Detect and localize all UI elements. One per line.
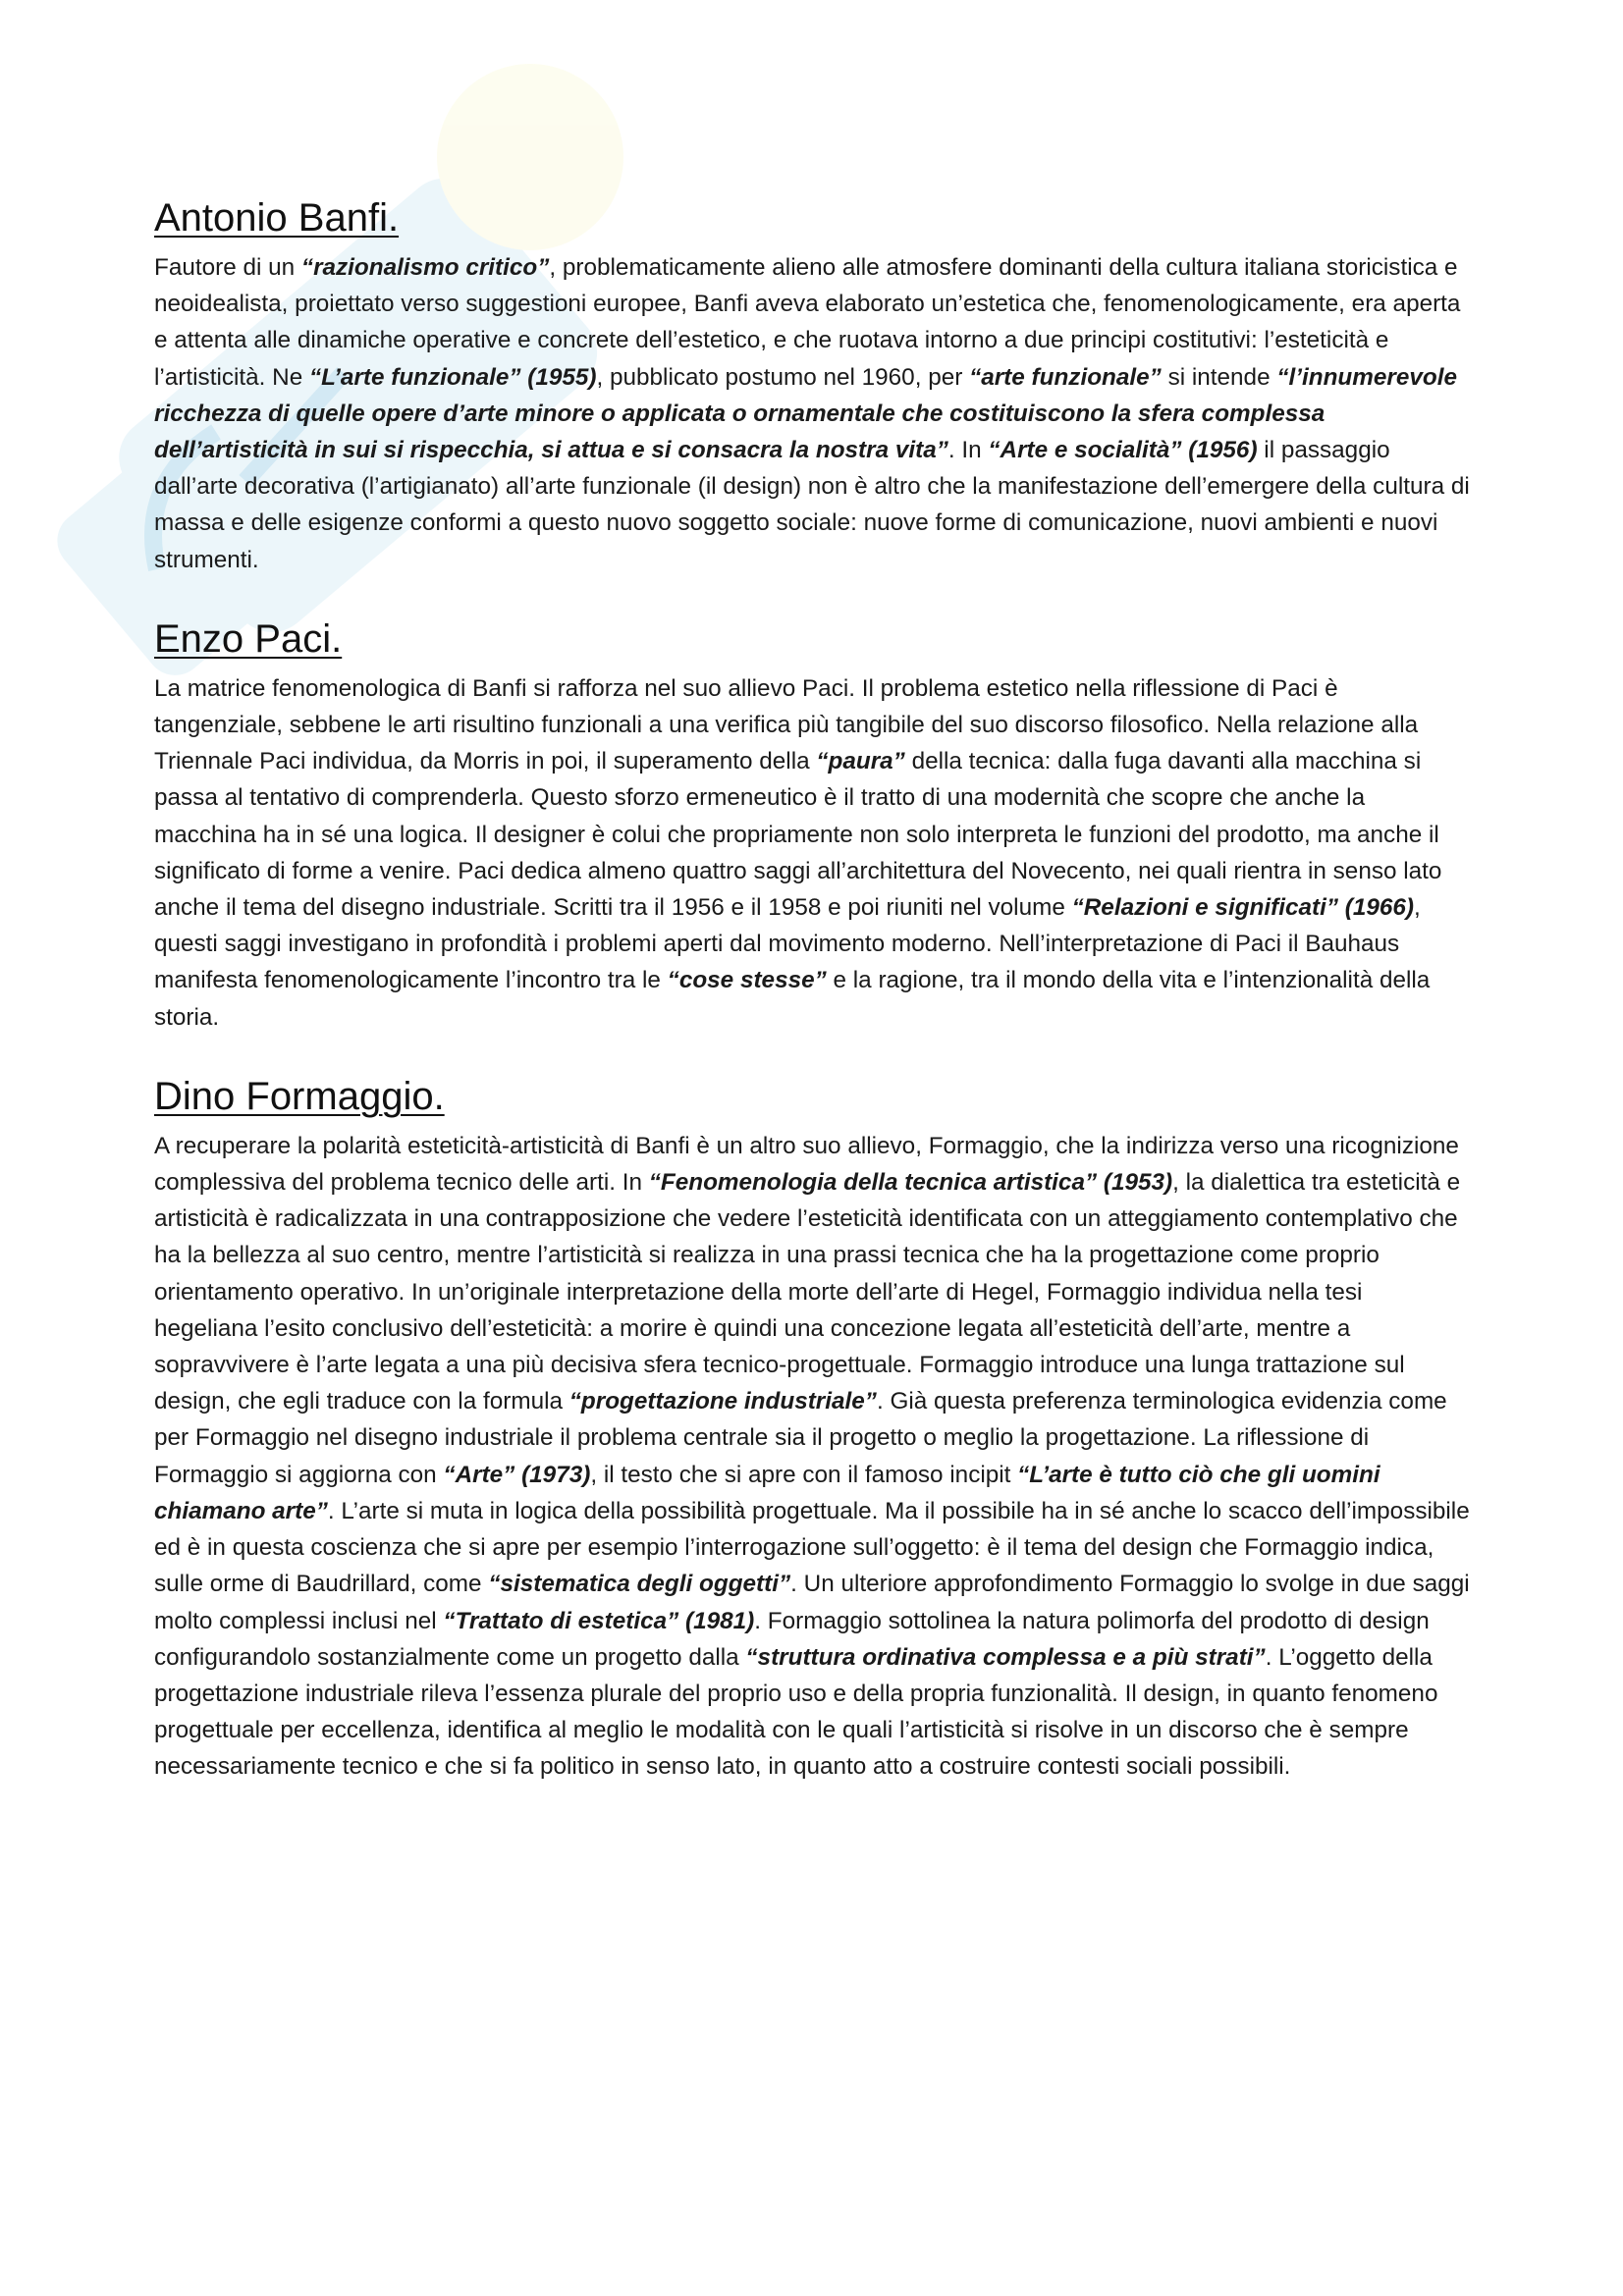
section-title: Antonio Banfi.	[154, 196, 400, 240]
body-text: si intende	[1161, 363, 1277, 391]
emphasis-text: “Trattato di estetica” (1981)	[443, 1607, 755, 1634]
emphasis-text: “paura”	[816, 748, 905, 775]
emphasis-text: “L’arte funzionale” (1955)	[308, 363, 597, 391]
section-paragraph	[154, 249, 1470, 578]
body-text: , problematicamente alieno alle atmosfere dominanti della cultura italiana storicistica e neoidealista, proiettato verso suggestioni europee, Banfi aveva elaborato un’estetica che, fenomenologicamente, era aperta e attenta alle dinamiche operative e concrete dell’estetico, e che ruotava intorno a due principi costitutivi: l’esteticità e l’artisticità. Ne	[154, 254, 1461, 391]
body-text: Fautore di un	[154, 254, 301, 281]
emphasis-text: “Relazioni e significati” (1966)	[1071, 894, 1414, 922]
body-text: . Già questa preferenza terminologica evidenzia come per Formaggio nel disegno industriale il problema centrale sia il progetto o meglio la progettazione. La riflessione di Formaggio si aggiorna con	[154, 1388, 1447, 1488]
body-text: , questi saggi investigano in profondità i problemi aperti dal movimento moderno. Nell’interpretazione di Paci il Bauhaus manifesta fenomenologicamente l’incontro tra le	[154, 894, 1421, 994]
section-title: Enzo Paci.	[154, 616, 343, 661]
body-text: , la dialettica tra esteticità e artisticità è radicalizzata in una contrapposizione che vedere l’esteticità identificata con un atteggiamento contemplativo che ha la bellezza al suo centro, mentre l’artisticità si realizza in una prassi tecnica che ha la progettazione come proprio orientamento operativo. In un’originale interpretazione della morte dell’arte di Hegel, Formaggio individua nella tesi hegeliana l’esito conclusivo dell’esteticità: a morire è quindi una concezione legata all’esteticità dell’arte, mentre a sopravvivere è l’arte legata a una più decisiva sfera tecnico-progettuale. Formaggio introduce una lunga trattazione sul design, che egli traduce con la formula	[154, 1169, 1461, 1415]
emphasis-text: “progettazione industriale”	[568, 1388, 877, 1415]
section-formaggio	[154, 1071, 1470, 1786]
body-text: . Un ulteriore approfondimento Formaggio lo svolge in due saggi molto complessi inclusi nel	[154, 1571, 1470, 1634]
emphasis-text: “l’innumerevole ricchezza di quelle opere d’arte minore o applicata o ornamentale che costituiscono la sfera complessa dell’artisticità in sui si rispecchia, si attua e si consacra la nostra vita”	[154, 363, 1457, 464]
body-text: . L’oggetto della progettazione industriale rileva l’essenza plurale del proprio uso e della propria funzionalità. Il design, in quanto fenomeno progettuale per eccellenza, identifica al meglio le modalità con le quali l’artisticità si risolve in un discorso che è sempre necessariamente tecnico e che si fa politico in senso lato, in quanto atto a costruire contesti sociali possibili.	[154, 1643, 1438, 1781]
body-text: A recuperare la polarità esteticità-artisticità di Banfi è un altro suo allievo, Formaggio, che la indirizza verso una ricognizione complessiva del problema tecnico delle arti. In	[154, 1132, 1459, 1197]
body-text: . In	[947, 437, 989, 464]
section-paragraph	[154, 1128, 1470, 1786]
emphasis-text: “struttura ordinativa complessa e a più strati”	[745, 1643, 1266, 1671]
emphasis-text: “Fenomenologia della tecnica artistica” (1953)	[648, 1169, 1173, 1197]
emphasis-text: “sistematica degli oggetti”	[488, 1571, 791, 1598]
emphasis-text: “cose stesse”	[667, 967, 827, 994]
body-text: , il testo che si apre con il famoso incipit	[590, 1461, 1018, 1488]
section-paragraph	[154, 670, 1470, 1036]
section-paci	[154, 614, 1470, 1036]
body-text: . L’arte si muta in logica della possibilità progettuale. Ma il possibile ha in sé anche lo scacco dell’impossibile ed è in questa coscienza che si apre per esempio l’interrogazione sull’oggetto: è il tema del design che Formaggio indica, sulle orme di Baudrillard, come	[154, 1497, 1470, 1598]
emphasis-text: “Arte e socialità” (1956)	[988, 437, 1258, 464]
body-text: , pubblicato postumo nel 1960, per	[596, 363, 970, 391]
body-text: e la ragione, tra il mondo della vita e l’intenzionalità della storia.	[154, 967, 1431, 1031]
body-text: il passaggio dall’arte decorativa (l’artigianato) all’arte funzionale (il design) non è altro che la manifestazione dell’emergere della cultura di massa e delle esigenze conformi a questo nuovo soggetto sociale: nuove forme di comunicazione, nuovi ambienti e nuovi strumenti.	[154, 437, 1470, 573]
emphasis-text: “arte funzionale”	[969, 363, 1162, 391]
section-banfi	[154, 192, 1470, 578]
section-title: Dino Formaggio.	[154, 1074, 445, 1118]
body-text: . Formaggio sottolinea la natura polimorfa del prodotto di design configurandolo sostanzialmente come un progetto dalla	[154, 1607, 1430, 1671]
emphasis-text: “Arte” (1973)	[443, 1461, 591, 1488]
body-text: La matrice fenomenologica di Banfi si rafforza nel suo allievo Paci. Il problema estetico nella riflessione di Paci è tangenziale, sebbene le arti risultino funzionali a una verifica più tangibile del suo discorso filosofico. Nella relazione alla Triennale Paci individua, da Morris in poi, il superamento della	[154, 674, 1419, 775]
emphasis-text: “L’arte è tutto ciò che gli uomini chiamano arte”	[154, 1461, 1380, 1524]
document-page	[154, 192, 1470, 1821]
emphasis-text: “razionalismo critico”	[300, 254, 550, 281]
body-text: della tecnica: dalla fuga davanti alla macchina si passa al tentativo di comprenderla. Questo sforzo ermeneutico è il tratto di una modernità che scopre che anche la macchina ha in sé una logica. Il designer è colui che propriamente non solo interpreta le funzioni del prodotto, ma anche il significato di forme a venire. Paci dedica almeno quattro saggi all’architettura del Novecento, nei quali rientra in senso lato anche il tema del disegno industriale. Scritti tra il 1956 e il 1958 e poi riuniti nel volume	[154, 748, 1442, 922]
